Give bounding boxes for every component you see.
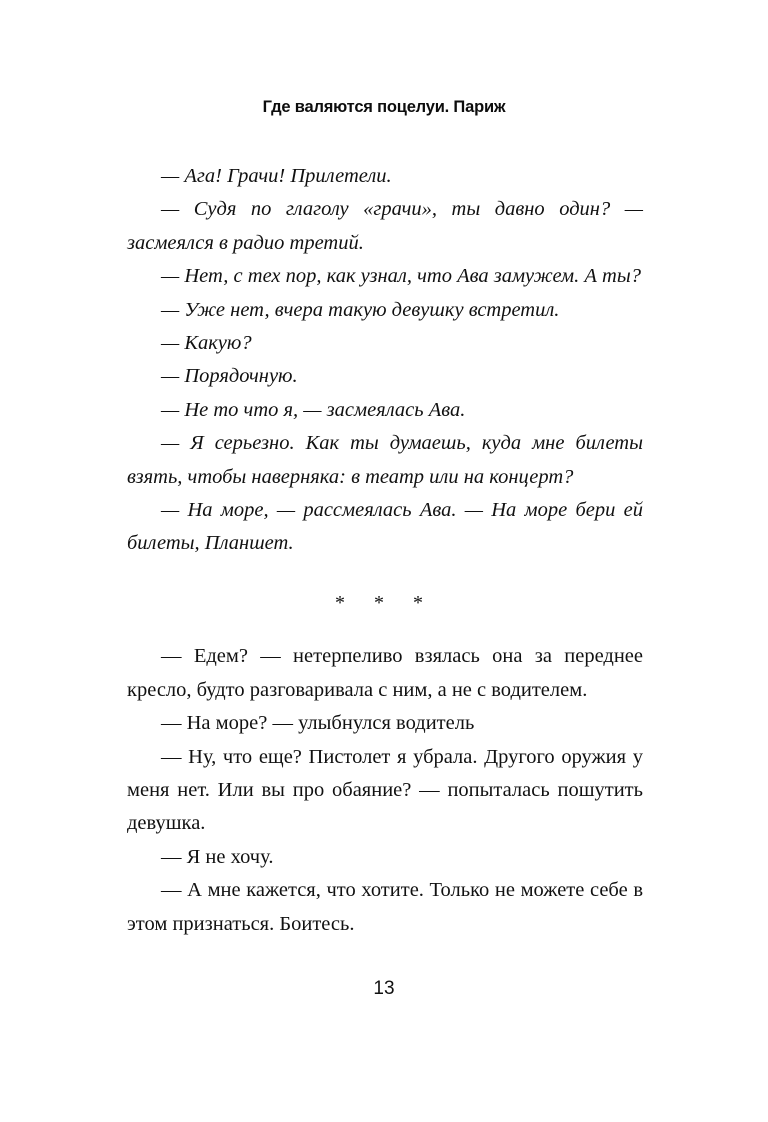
paragraph: — А мне кажется, что хотите. Только не можете себе в этом признаться. Боитесь. [127,879,643,935]
paragraph: — Какую? [161,332,252,355]
paragraph: — Нет, с тех пор, как узнал, что Ава замужем. А ты? [161,265,641,288]
paragraph: — Ага! Грачи! Прилетели. [161,165,392,187]
running-head: Где валяются поцелуи. Париж [262,98,506,116]
body-text [127,160,643,941]
paragraph: — Я не хочу. [161,845,274,868]
paragraph: — Судя по глаголу «грачи», ты давно один? — засмеялся в радио третий. [127,198,643,254]
page-number: 13 [373,978,395,999]
paragraph: — На море? — улыбнулся водитель [161,712,475,735]
paragraph: — Порядочную. [161,365,298,388]
paragraph: — Я серьезно. Как ты думаешь, куда мне билеты взять, чтобы наверняка: в театр или на концерт? [127,432,643,488]
scene-break: * * * [335,591,435,614]
paragraph: — На море, — рассмеялась Ава. — На море бери ей билеты, Планшет. [127,499,643,555]
paragraph: — Едем? — нетерпеливо взялась она за переднее кресло, будто разговаривала с ним, а не с водителем. [127,645,643,701]
paragraph: — Ну, что еще? Пистолет я убрала. Другого оружия у меня нет. Или вы про обаяние? — попыталась пошутить девушка. [127,745,643,835]
paragraph: — Не то что я, — засмеялась Ава. [161,398,466,421]
paragraph: — Уже нет, вчера такую девушку встретил. [161,298,560,321]
